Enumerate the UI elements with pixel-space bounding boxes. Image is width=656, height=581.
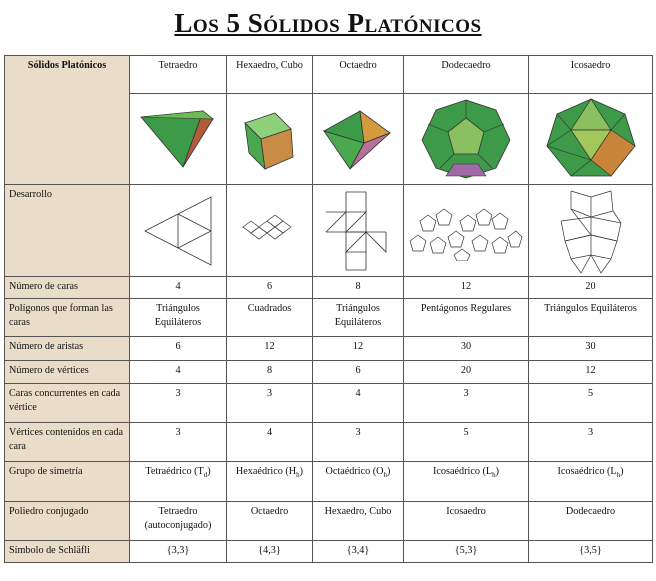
octahedron-net bbox=[313, 185, 404, 277]
cell-value: 3 bbox=[529, 423, 653, 462]
cell-value: Cuadrados bbox=[227, 299, 313, 337]
row-label: Polígonos que forman las caras bbox=[5, 299, 130, 337]
row-label: Número de aristas bbox=[5, 337, 130, 361]
solid-name: Octaedro bbox=[313, 56, 404, 94]
cell-value: 3 bbox=[227, 384, 313, 423]
cell-value: Octaédrico $(O_h)$ bbox=[313, 462, 404, 502]
header-row bbox=[5, 56, 653, 94]
cell-value: 3 bbox=[130, 423, 227, 462]
cell-value: 8 bbox=[227, 361, 313, 384]
cell-value: 5 bbox=[404, 423, 529, 462]
cell-value: 30 bbox=[529, 337, 653, 361]
solid-name: Icosaedro bbox=[529, 56, 653, 94]
cell-value: 12 bbox=[313, 337, 404, 361]
cell-value: 3 bbox=[313, 423, 404, 462]
row-schlafli bbox=[5, 541, 653, 563]
cell-value: Dodecaedro bbox=[529, 502, 653, 541]
cell-value: Icosaédrico $(L_h)$ bbox=[404, 462, 529, 502]
cell-value: 5 bbox=[529, 384, 653, 423]
cell-value: Tetraédrico $(T_d)$ bbox=[130, 462, 227, 502]
cell-value: 6 bbox=[227, 277, 313, 299]
row-vertices bbox=[5, 361, 653, 384]
row-aristas bbox=[5, 337, 653, 361]
solid-name: Dodecaedro bbox=[404, 56, 529, 94]
row-label: Caras concurrentes en cada vértice bbox=[5, 384, 130, 423]
cell-value: 4 bbox=[130, 361, 227, 384]
solid-name: Tetraedro bbox=[130, 56, 227, 94]
row-label: Símbolo de Schläfli bbox=[5, 541, 130, 563]
cell-value: Hexaedro, Cubo bbox=[313, 502, 404, 541]
cell-value: {3,5} bbox=[529, 541, 653, 563]
cube-image bbox=[227, 94, 313, 185]
header-label: Sólidos Platónicos bbox=[5, 56, 130, 185]
row-vertices-cara bbox=[5, 423, 653, 462]
cell-value: 20 bbox=[404, 361, 529, 384]
cube-net bbox=[227, 185, 313, 277]
row-desarrollo bbox=[5, 185, 653, 277]
cell-value: {3,4} bbox=[313, 541, 404, 563]
cell-value: 20 bbox=[529, 277, 653, 299]
cell-value: 12 bbox=[529, 361, 653, 384]
row-label: Vértices contenidos en cada cara bbox=[5, 423, 130, 462]
cell-value: 4 bbox=[130, 277, 227, 299]
dodecahedron-net bbox=[404, 185, 529, 277]
cell-value: Hexaédrico $(H_h)$ bbox=[227, 462, 313, 502]
row-simetria bbox=[5, 462, 653, 502]
cell-value: Tetraedro (autoconjugado) bbox=[130, 502, 227, 541]
row-label: Desarrollo bbox=[5, 185, 130, 277]
cell-value: 4 bbox=[313, 384, 404, 423]
icosahedron-image bbox=[529, 94, 653, 185]
cell-value: 4 bbox=[227, 423, 313, 462]
cell-value: 8 bbox=[313, 277, 404, 299]
cell-value: Icosaedro bbox=[404, 502, 529, 541]
cell-value: Triángulos Equiláteros bbox=[313, 299, 404, 337]
cell-value: Triángulos Equiláteros bbox=[529, 299, 653, 337]
octahedron-image bbox=[313, 94, 404, 185]
row-label: Grupo de simetría bbox=[5, 462, 130, 502]
row-caras bbox=[5, 277, 653, 299]
row-label: Poliedro conjugado bbox=[5, 502, 130, 541]
cell-value: Octaedro bbox=[227, 502, 313, 541]
cell-value: {5,3} bbox=[404, 541, 529, 563]
cell-value: 6 bbox=[313, 361, 404, 384]
cell-value: 12 bbox=[404, 277, 529, 299]
cell-value: {3,3} bbox=[130, 541, 227, 563]
platonic-solids-table bbox=[4, 55, 653, 563]
cell-value: Pentágonos Regulares bbox=[404, 299, 529, 337]
cell-value: 3 bbox=[404, 384, 529, 423]
cell-value: 3 bbox=[130, 384, 227, 423]
cell-value: Icosaédrico $(L_h)$ bbox=[529, 462, 653, 502]
row-conjugado bbox=[5, 502, 653, 541]
icosahedron-net bbox=[529, 185, 653, 277]
cell-value: {4,3} bbox=[227, 541, 313, 563]
cell-value: 6 bbox=[130, 337, 227, 361]
page-title: Los 5 Sólidos Platónicos bbox=[174, 8, 482, 38]
row-label: Número de vértices bbox=[5, 361, 130, 384]
tetrahedron-image bbox=[130, 94, 227, 185]
row-label: Número de caras bbox=[5, 277, 130, 299]
solid-name: Hexaedro, Cubo bbox=[227, 56, 313, 94]
dodecahedron-image bbox=[404, 94, 529, 185]
row-caras-concurrentes bbox=[5, 384, 653, 423]
tetrahedron-net bbox=[130, 185, 227, 277]
cell-value: 12 bbox=[227, 337, 313, 361]
cell-value: Triángulos Equiláteros bbox=[130, 299, 227, 337]
cell-value: 30 bbox=[404, 337, 529, 361]
row-poligonos bbox=[5, 299, 653, 337]
